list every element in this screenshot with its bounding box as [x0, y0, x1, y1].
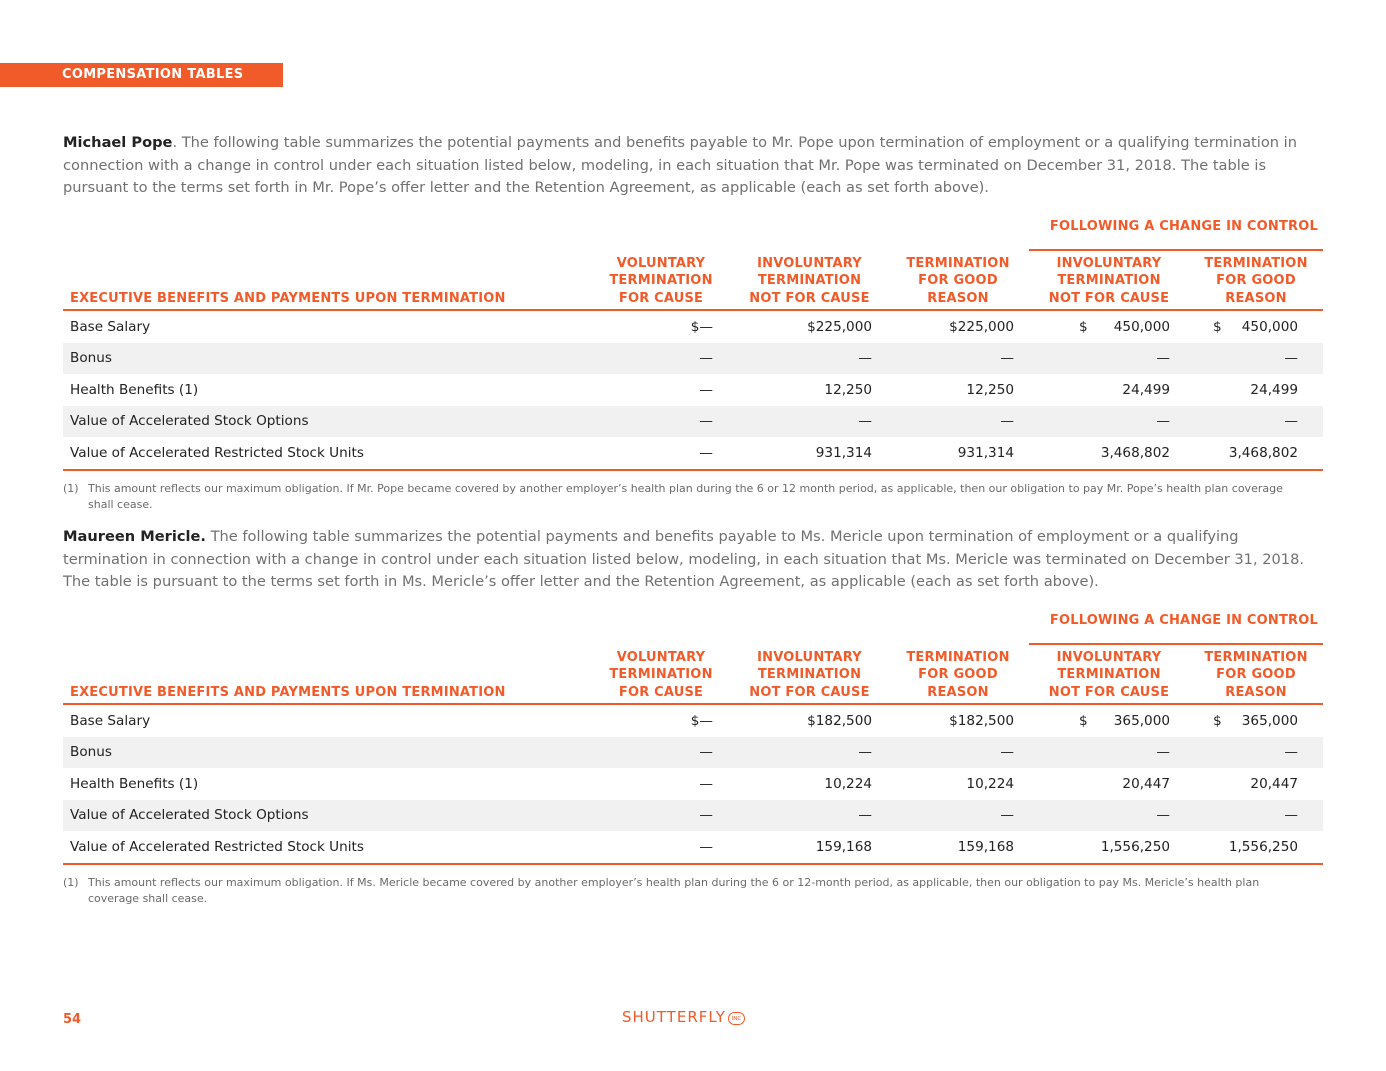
- cell-cic-involuntary: —: [1029, 800, 1189, 832]
- footnote-text: This amount reflects our maximum obligation. If Ms. Mericle became covered by another employer’s health plan during the 6 or 12-month period, as applicable, then our obligation to pay Ms. Mericle’s health plan coverage shall cease.: [88, 876, 1260, 905]
- row-label: Value of Accelerated Restricted Stock Units: [63, 437, 590, 470]
- row-label: Value of Accelerated Stock Options: [63, 800, 590, 832]
- cell-involuntary: —: [732, 800, 887, 832]
- cell-involuntary: —: [732, 406, 887, 438]
- column-header-involuntary-not-for-cause: INVOLUNTARY TERMINATION NOT FOR CAUSE: [732, 644, 887, 705]
- intro-text: The following table summarizes the potential payments and benefits payable to Mr. Pope upon termination of employment or a qualifying termination in connection with a change in control under each situation listed below, modeling, in each situation that Mr. Pope was terminated on December 31, 2018. The table is pursuant to the terms set forth in Mr. Pope’s offer letter and the Retention Agreement, as applicable (each as set forth above).: [63, 134, 1297, 196]
- column-header-good-reason: TERMINATION FOR GOOD REASON: [887, 250, 1029, 311]
- row-label: Health Benefits (1): [70, 775, 199, 792]
- cell-voluntary: —: [590, 737, 732, 769]
- cell-voluntary: —: [699, 381, 713, 398]
- executive-name: Maureen Mericle.: [63, 528, 206, 545]
- row-label: Value of Accelerated Stock Options: [63, 406, 590, 438]
- row-label: Base Salary: [70, 318, 151, 335]
- cell-cic-good-reason: —: [1189, 343, 1323, 375]
- termination-table-mericle: [63, 612, 1323, 865]
- cell-voluntary: —: [590, 437, 732, 470]
- footnote-number: (1): [63, 876, 79, 889]
- column-header-voluntary-for-cause: VOLUNTARY TERMINATION FOR CAUSE: [590, 644, 732, 705]
- column-header-voluntary-for-cause: VOLUNTARY TERMINATION FOR CAUSE: [590, 250, 732, 311]
- cell-cic-involuntary: 20,447: [1122, 775, 1170, 792]
- column-header-cic-involuntary-not-for-cause: INVOLUNTARY TERMINATION NOT FOR CAUSE: [1029, 644, 1189, 705]
- cell-good-reason: $182,500: [949, 712, 1014, 729]
- cell-good-reason: —: [887, 737, 1029, 769]
- cell-involuntary: $182,500: [807, 712, 872, 729]
- cell-cic-good-reason: 24,499: [1250, 381, 1298, 398]
- cell-cic-involuntary: 3,468,802: [1029, 437, 1189, 470]
- cell-good-reason: —: [887, 800, 1029, 832]
- table-row: [63, 310, 1323, 343]
- cell-voluntary: —: [590, 800, 732, 832]
- page-number: 54: [63, 1012, 82, 1027]
- cell-cic-good-reason: —: [1189, 406, 1323, 438]
- name-suffix: .: [172, 134, 182, 151]
- column-header-row: [63, 644, 1323, 705]
- cell-cic-good-reason: 1,556,250: [1189, 831, 1323, 864]
- row-label: Bonus: [63, 343, 590, 375]
- cell-voluntary: —: [590, 406, 732, 438]
- cell-cic-good-reason: —: [1189, 800, 1323, 832]
- column-header-benefits: EXECUTIVE BENEFITS AND PAYMENTS UPON TERMINATION: [63, 644, 590, 705]
- cell-cic-involuntary: —: [1029, 343, 1189, 375]
- cell-involuntary: 159,168: [732, 831, 887, 864]
- cell-cic-good-reason: $ 450,000: [1213, 318, 1298, 335]
- intro-paragraph-mericle: [63, 526, 1323, 594]
- cell-involuntary: 10,224: [824, 775, 872, 792]
- column-header-involuntary-not-for-cause: INVOLUNTARY TERMINATION NOT FOR CAUSE: [732, 250, 887, 311]
- column-header-benefits: EXECUTIVE BENEFITS AND PAYMENTS UPON TERMINATION: [63, 250, 590, 311]
- table-row: [63, 437, 1323, 470]
- column-header-row: [63, 250, 1323, 311]
- table-row: [63, 406, 1323, 438]
- cell-cic-involuntary: 24,499: [1122, 381, 1170, 398]
- cell-good-reason: 159,168: [887, 831, 1029, 864]
- column-header-good-reason: TERMINATION FOR GOOD REASON: [887, 644, 1029, 705]
- cell-involuntary: —: [732, 737, 887, 769]
- group-header-row: [63, 218, 1323, 250]
- table-row: [63, 343, 1323, 375]
- cell-cic-good-reason: —: [1189, 737, 1323, 769]
- row-label: Health Benefits (1): [70, 381, 199, 398]
- cell-involuntary: —: [732, 343, 887, 375]
- column-header-cic-good-reason: TERMINATION FOR GOOD REASON: [1189, 250, 1323, 311]
- cell-good-reason: $225,000: [949, 318, 1014, 335]
- inc-badge-icon: INC: [728, 1012, 745, 1025]
- executive-name: Michael Pope: [63, 134, 173, 151]
- table-row: [63, 800, 1323, 832]
- cell-cic-involuntary: 1,556,250: [1029, 831, 1189, 864]
- cell-cic-good-reason: $ 365,000: [1213, 712, 1298, 729]
- cell-good-reason: 12,250: [966, 381, 1014, 398]
- group-header-row: [63, 612, 1323, 644]
- cell-involuntary: 931,314: [732, 437, 887, 470]
- row-label: Value of Accelerated Restricted Stock Units: [63, 831, 590, 864]
- cell-cic-involuntary: $ 450,000: [1079, 318, 1170, 335]
- cell-voluntary: $—: [690, 318, 713, 335]
- cell-good-reason: 931,314: [887, 437, 1029, 470]
- cell-cic-involuntary: —: [1029, 406, 1189, 438]
- brand-wordmark: SHUTTERFLY: [622, 1008, 726, 1026]
- cell-voluntary: —: [590, 831, 732, 864]
- table-row: [63, 374, 1323, 406]
- table-row: [63, 737, 1323, 769]
- cell-good-reason: 10,224: [966, 775, 1014, 792]
- table-row: [63, 704, 1323, 737]
- cell-involuntary: 12,250: [824, 381, 872, 398]
- section-tab: COMPENSATION TABLES: [0, 63, 283, 87]
- column-header-cic-involuntary-not-for-cause: INVOLUNTARY TERMINATION NOT FOR CAUSE: [1029, 250, 1189, 311]
- termination-table-pope: [63, 218, 1323, 471]
- cell-cic-good-reason: 20,447: [1250, 775, 1298, 792]
- intro-text: The following table summarizes the potential payments and benefits payable to Ms. Mericle upon termination of employment or a qualifying termination in connection with a change in control under each situation listed below, modeling, in each situation that Ms. Mericle was terminated on December 31, 2018. The table is pursuant to the terms set forth in Ms. Mericle’s offer letter and the Retention Agreement, as applicable (each as set forth above).: [63, 528, 1305, 590]
- cell-voluntary: $—: [690, 712, 713, 729]
- table-row: [63, 768, 1323, 800]
- cell-cic-involuntary: $ 365,000: [1079, 712, 1170, 729]
- cell-cic-good-reason: 3,468,802: [1189, 437, 1323, 470]
- row-label: Base Salary: [70, 712, 151, 729]
- intro-paragraph-pope: [63, 132, 1323, 200]
- cell-involuntary: $225,000: [807, 318, 872, 335]
- cell-voluntary: —: [699, 775, 713, 792]
- footnote-pope: [63, 481, 1308, 513]
- cell-cic-involuntary: —: [1029, 737, 1189, 769]
- change-in-control-header: FOLLOWING A CHANGE IN CONTROL: [1029, 612, 1323, 644]
- change-in-control-header: FOLLOWING A CHANGE IN CONTROL: [1029, 218, 1323, 250]
- cell-good-reason: —: [887, 406, 1029, 438]
- row-label: Bonus: [63, 737, 590, 769]
- column-header-cic-good-reason: TERMINATION FOR GOOD REASON: [1189, 644, 1323, 705]
- footnote-mericle: [63, 875, 1308, 907]
- footnote-number: (1): [63, 482, 79, 495]
- table-row: [63, 831, 1323, 864]
- brand-logo: [622, 1008, 745, 1026]
- cell-voluntary: —: [590, 343, 732, 375]
- cell-good-reason: —: [887, 343, 1029, 375]
- footnote-text: This amount reflects our maximum obligation. If Mr. Pope became covered by another employer’s health plan during the 6 or 12 month period, as applicable, then our obligation to pay Mr. Pope’s health plan coverage shall cease.: [88, 482, 1283, 511]
